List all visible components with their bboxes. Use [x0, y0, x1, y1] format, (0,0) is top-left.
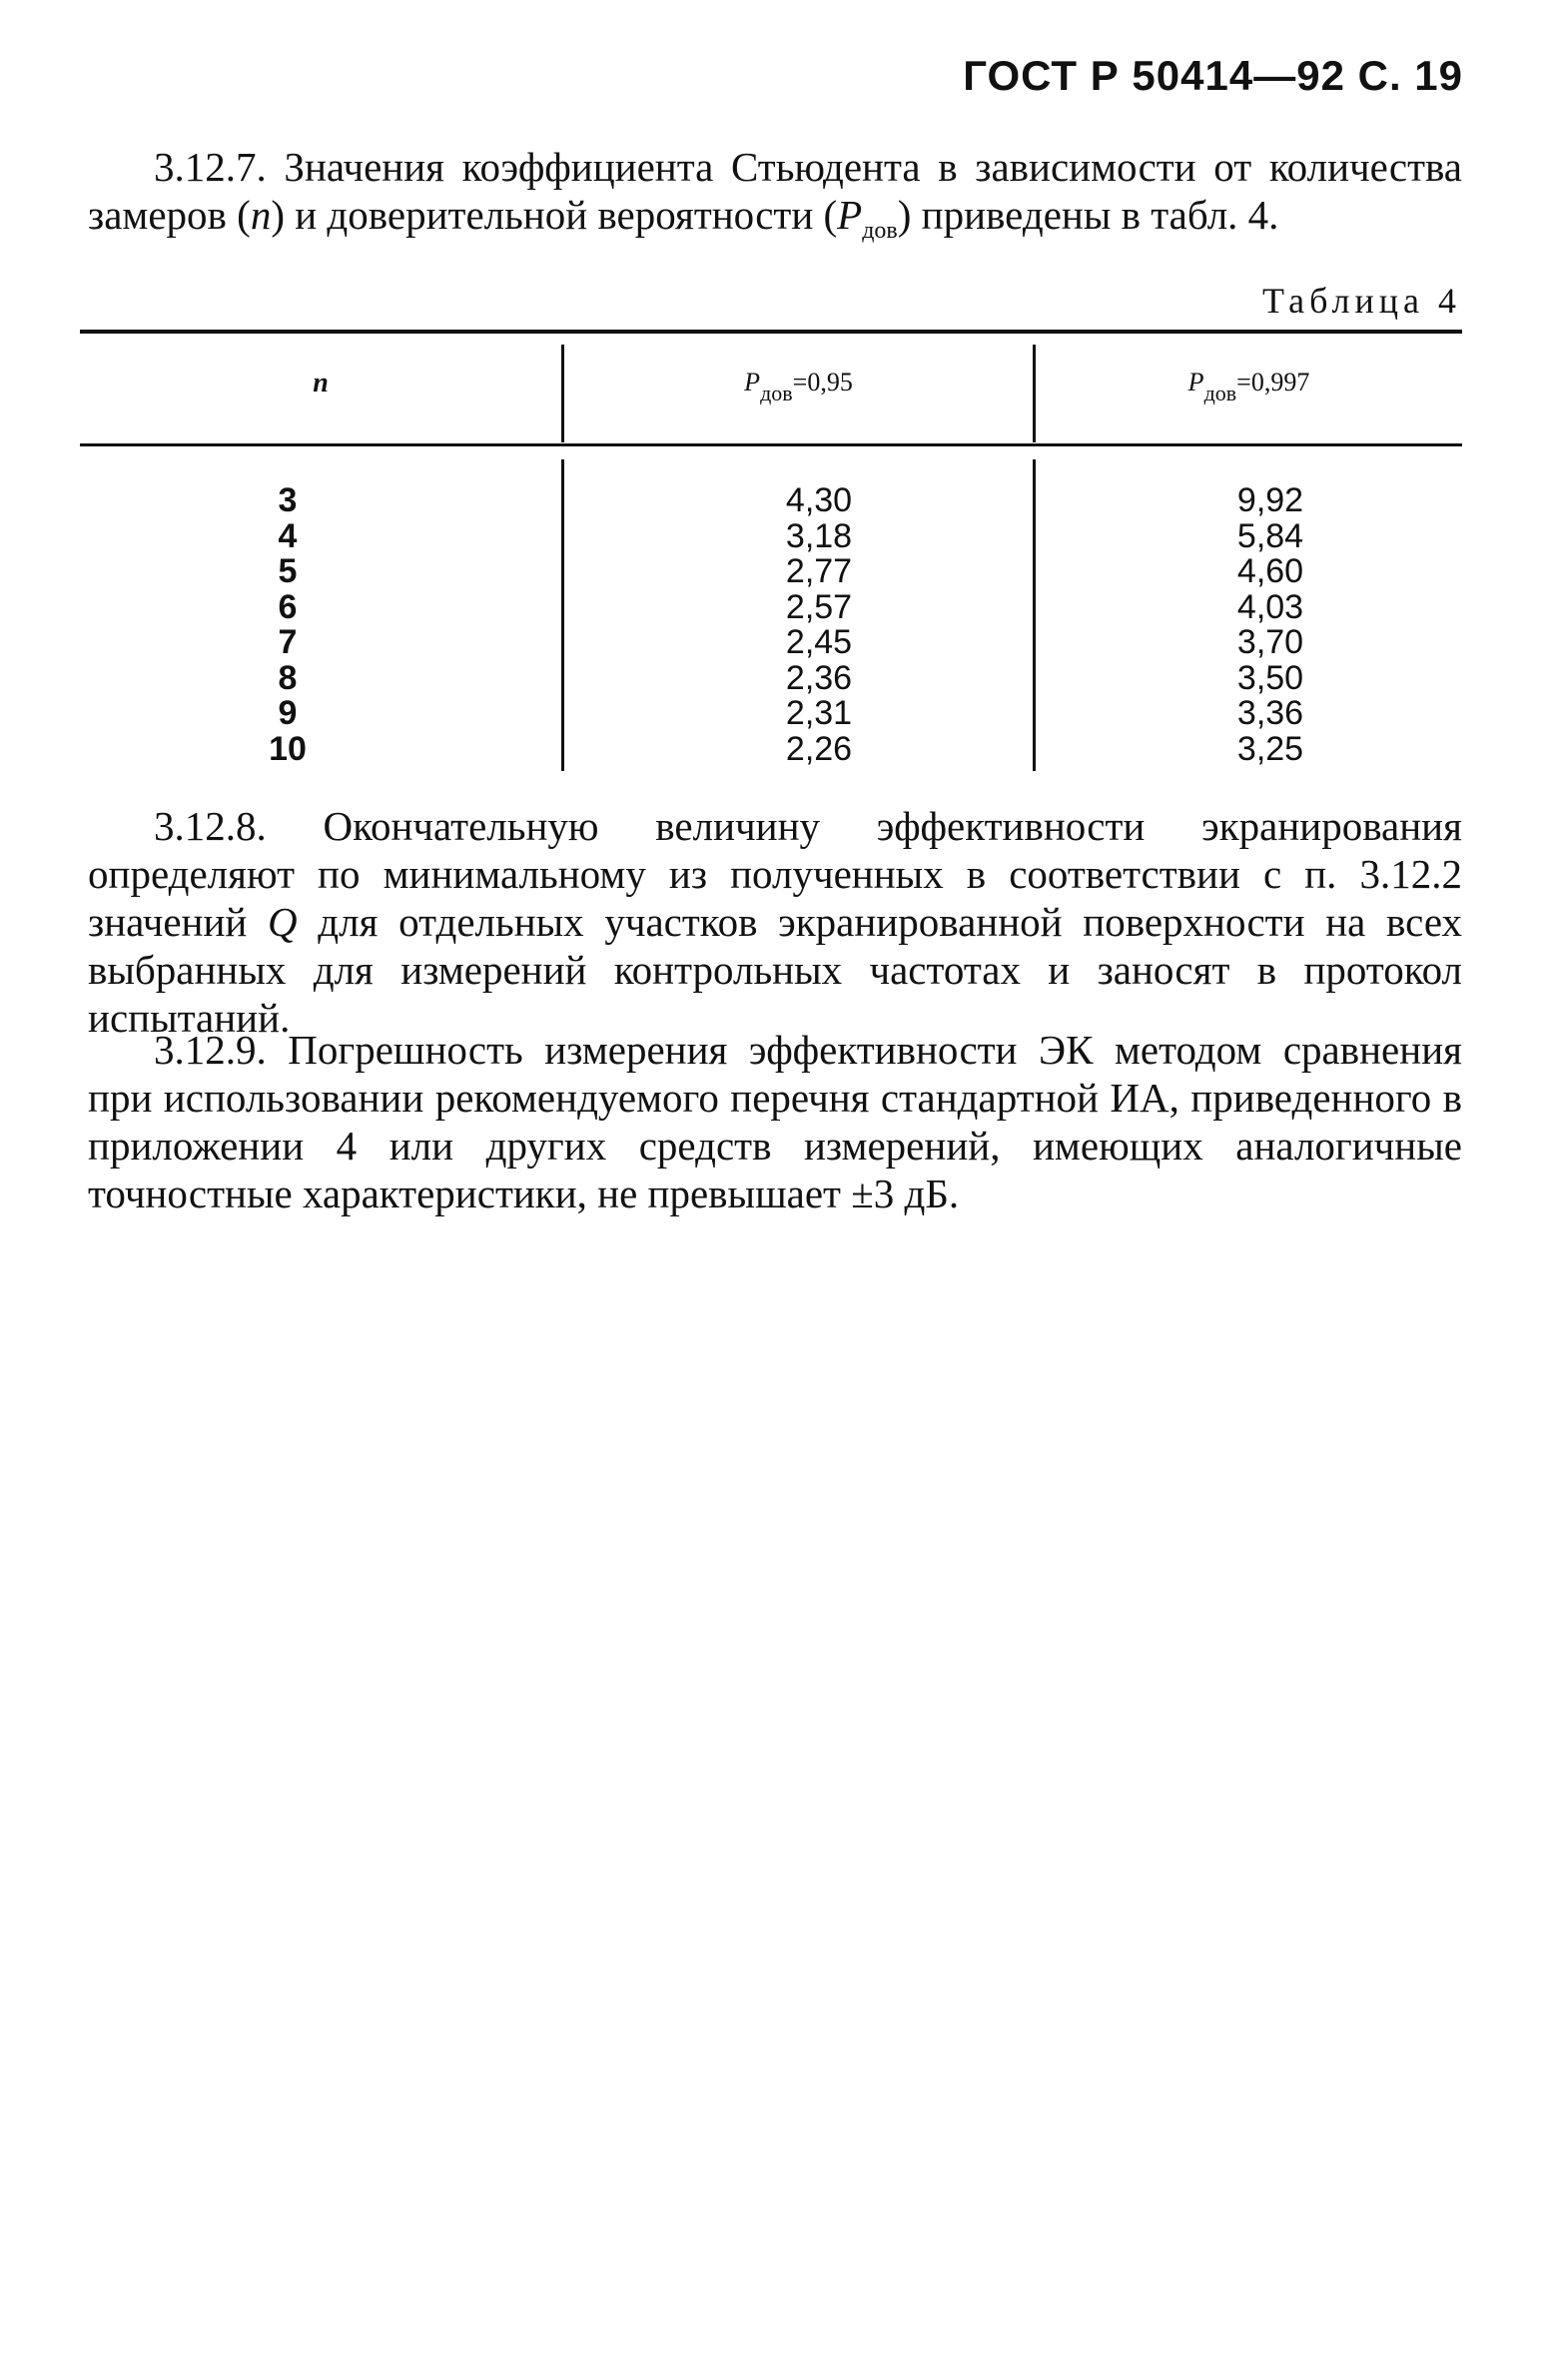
paragraph-3-12-9: 3.12.9. Погрешность измерения эффективности ЭК методом сравнения при использовании рекомендуемого перечня стандартной ИА, приведенного в приложении 4 или других средств измерений, имеющих аналогичные точностные характеристики, не превышает ±3 дБ.	[88, 1027, 1462, 1216]
table-cell: 2,26	[785, 729, 853, 768]
table-caption: Таблица 4	[1262, 281, 1461, 321]
table-cell: 3,50	[1236, 658, 1304, 697]
paragraph-text: 3.12.8. Окончательную величину эффективности экранирования определяют по минимальному из полученных в соответствии с п. 3.12.2 значений	[88, 803, 1462, 945]
table-cell: 4	[278, 516, 298, 555]
table-cell: 8	[278, 658, 298, 697]
header-symbol: P	[1187, 368, 1204, 397]
table-cell: 9	[278, 694, 298, 732]
q-symbol: Q	[268, 899, 298, 945]
table-column-p95	[759, 483, 879, 767]
table-cell: 2,57	[785, 587, 853, 626]
table-cell: 4,30	[785, 481, 853, 519]
table-cell: 2,45	[785, 623, 853, 661]
table-cell: 4,60	[1236, 552, 1304, 590]
table-header-p95	[564, 368, 1033, 405]
table-header-p997	[1036, 368, 1462, 405]
paragraph-text: 3.12.7. Значения коэффициента Стьюдента в зависимости от количества замеров (	[88, 144, 1462, 238]
paragraph-text: ) и доверительной вероятности (	[271, 192, 838, 238]
paragraph-3-12-7	[88, 143, 1462, 255]
header-subscript: дов	[1203, 381, 1237, 405]
paragraph-3-12-8	[88, 802, 1462, 1042]
table-cell: 9,92	[1236, 481, 1304, 519]
table-top-rule	[80, 330, 1462, 334]
table-cell: 3,18	[785, 516, 853, 555]
table-cell: 7	[278, 623, 298, 661]
table-cell: 3,70	[1236, 623, 1304, 661]
table-column-divider	[561, 459, 564, 771]
table-column-p997	[1210, 483, 1330, 767]
header-subscript: дов	[760, 381, 793, 405]
n-symbol: n	[250, 192, 272, 238]
p-subscript: дов	[862, 218, 898, 245]
table-cell: 5,84	[1236, 516, 1304, 555]
table-cell: 3	[278, 481, 298, 519]
table-cell: 4,03	[1236, 587, 1304, 626]
table-cell: 6	[278, 587, 298, 626]
table-header-rule	[80, 443, 1462, 446]
header-symbol: P	[744, 368, 761, 397]
running-header: ГОСТ Р 50414—92 С. 19	[963, 52, 1463, 99]
table-cell: 3,36	[1236, 694, 1304, 732]
table-cell: 5	[278, 552, 298, 590]
paragraph-text: ) приведены в табл. 4.	[897, 192, 1279, 238]
table-header-n: n	[313, 368, 329, 398]
header-value: =0,997	[1236, 368, 1310, 397]
table-cell: 3,25	[1236, 729, 1304, 768]
table-cell: 10	[269, 729, 307, 768]
p-symbol: P	[837, 192, 863, 238]
table-cell: 2,77	[785, 552, 853, 590]
table-column-n	[238, 483, 338, 767]
header-value: =0,95	[792, 368, 853, 397]
paragraph-text: для отдельных участков экранированной поверхности на всех выбранных для измерений контрольных частотах и заносят в протокол испытаний.	[88, 899, 1462, 1041]
table-column-divider	[1033, 459, 1036, 771]
table-cell: 2,36	[785, 658, 853, 697]
table-cell: 2,31	[785, 694, 853, 732]
